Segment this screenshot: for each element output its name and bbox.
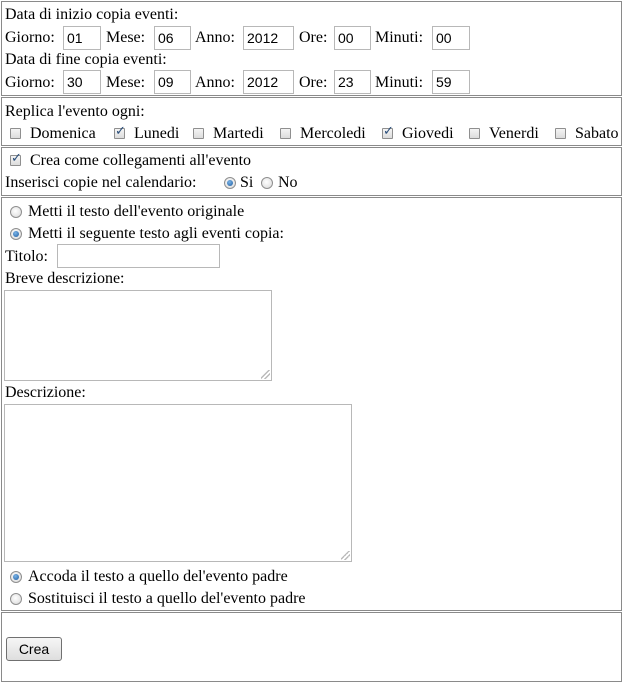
radio-selected-dot bbox=[13, 574, 19, 580]
descrizione-wrap bbox=[4, 404, 352, 562]
titolo-input[interactable] bbox=[57, 244, 220, 268]
resize-grip-icon[interactable] bbox=[261, 370, 270, 379]
insert-no-radio[interactable] bbox=[261, 177, 273, 189]
replace-text-radio[interactable] bbox=[10, 593, 22, 605]
start-mese-input[interactable] bbox=[154, 26, 191, 50]
titolo-label: Titolo: bbox=[5, 248, 48, 265]
append-text-label: Accoda il testo a quello del'evento padre bbox=[28, 568, 288, 585]
start-minuti-input[interactable] bbox=[432, 26, 470, 50]
radio-selected-dot bbox=[13, 231, 19, 237]
day-label-sabato: Sabato bbox=[575, 125, 619, 142]
start-anno-label: Anno: bbox=[195, 29, 235, 46]
custom-text-radio[interactable] bbox=[10, 228, 22, 240]
create-links-checkbox[interactable] bbox=[10, 151, 22, 166]
insert-copies-label: Inserisci copie nel calendario: bbox=[5, 174, 197, 191]
end-date-title: Data di fine copia eventi: bbox=[5, 51, 167, 68]
create-links-label: Crea come collegamenti all'evento bbox=[30, 152, 252, 169]
insert-yes-label: Si bbox=[240, 174, 254, 191]
original-text-radio[interactable] bbox=[10, 206, 22, 218]
end-anno-label: Anno: bbox=[195, 74, 235, 91]
descrizione-label: Descrizione: bbox=[5, 384, 86, 401]
start-giorno-label: Giorno: bbox=[5, 29, 55, 46]
end-minuti-label: Minuti: bbox=[375, 74, 424, 91]
start-ore-input[interactable] bbox=[334, 26, 371, 50]
repeat-section bbox=[1, 97, 622, 146]
original-text-label: Metti il testo dell'evento originale bbox=[28, 203, 245, 220]
crea-button[interactable]: Crea bbox=[6, 637, 62, 661]
breve-descrizione-label: Breve descrizione: bbox=[5, 270, 125, 287]
day-checkbox-sabato[interactable] bbox=[555, 128, 566, 139]
custom-text-label: Metti il seguente testo agli eventi copia: bbox=[28, 225, 284, 242]
end-giorno-input[interactable] bbox=[63, 70, 101, 94]
day-label-mercoledi: Mercoledi bbox=[300, 125, 366, 142]
breve-descrizione-wrap bbox=[4, 290, 272, 381]
append-text-radio[interactable] bbox=[10, 571, 22, 583]
day-checkbox-venerdi[interactable] bbox=[469, 128, 480, 139]
check-icon: ✓ bbox=[115, 124, 126, 139]
start-minuti-label: Minuti: bbox=[375, 29, 424, 46]
day-checkbox-martedi[interactable] bbox=[193, 128, 204, 139]
date-range-section bbox=[1, 1, 622, 96]
descrizione-textarea[interactable] bbox=[4, 404, 352, 562]
day-checkbox-lunedi[interactable] bbox=[114, 124, 126, 139]
start-mese-label: Mese: bbox=[106, 29, 146, 46]
radio-selected-dot bbox=[227, 180, 233, 186]
start-date-title: Data di inizio copia eventi: bbox=[5, 6, 179, 23]
end-ore-input[interactable] bbox=[334, 70, 371, 94]
insert-no-label: No bbox=[278, 174, 298, 191]
day-label-lunedi: Lunedi bbox=[134, 125, 180, 142]
end-giorno-label: Giorno: bbox=[5, 74, 55, 91]
day-label-domenica: Domenica bbox=[30, 125, 96, 142]
breve-descrizione-textarea[interactable] bbox=[4, 290, 272, 381]
insert-yes-radio[interactable] bbox=[224, 177, 236, 189]
links-section bbox=[1, 147, 622, 196]
text-section bbox=[1, 197, 622, 611]
check-icon: ✓ bbox=[11, 151, 22, 166]
end-anno-input[interactable] bbox=[243, 70, 294, 94]
replace-text-label: Sostituisci il testo a quello del'evento padre bbox=[28, 590, 306, 607]
day-label-martedi: Martedi bbox=[213, 125, 264, 142]
start-giorno-input[interactable] bbox=[63, 26, 101, 50]
actions-section bbox=[1, 612, 622, 682]
start-anno-input[interactable] bbox=[243, 26, 294, 50]
repeat-title: Replica l'evento ogni: bbox=[5, 103, 145, 120]
start-ore-label: Ore: bbox=[299, 29, 328, 46]
end-minuti-input[interactable] bbox=[432, 70, 470, 94]
resize-grip-icon[interactable] bbox=[341, 551, 350, 560]
day-label-venerdi: Venerdi bbox=[489, 125, 539, 142]
day-label-giovedi: Giovedi bbox=[402, 125, 454, 142]
day-checkbox-mercoledi[interactable] bbox=[280, 128, 291, 139]
end-mese-input[interactable] bbox=[154, 70, 191, 94]
day-checkbox-domenica[interactable] bbox=[10, 128, 21, 139]
day-checkbox-giovedi[interactable] bbox=[382, 124, 394, 139]
end-mese-label: Mese: bbox=[106, 74, 146, 91]
check-icon: ✓ bbox=[383, 124, 394, 139]
end-ore-label: Ore: bbox=[299, 74, 328, 91]
